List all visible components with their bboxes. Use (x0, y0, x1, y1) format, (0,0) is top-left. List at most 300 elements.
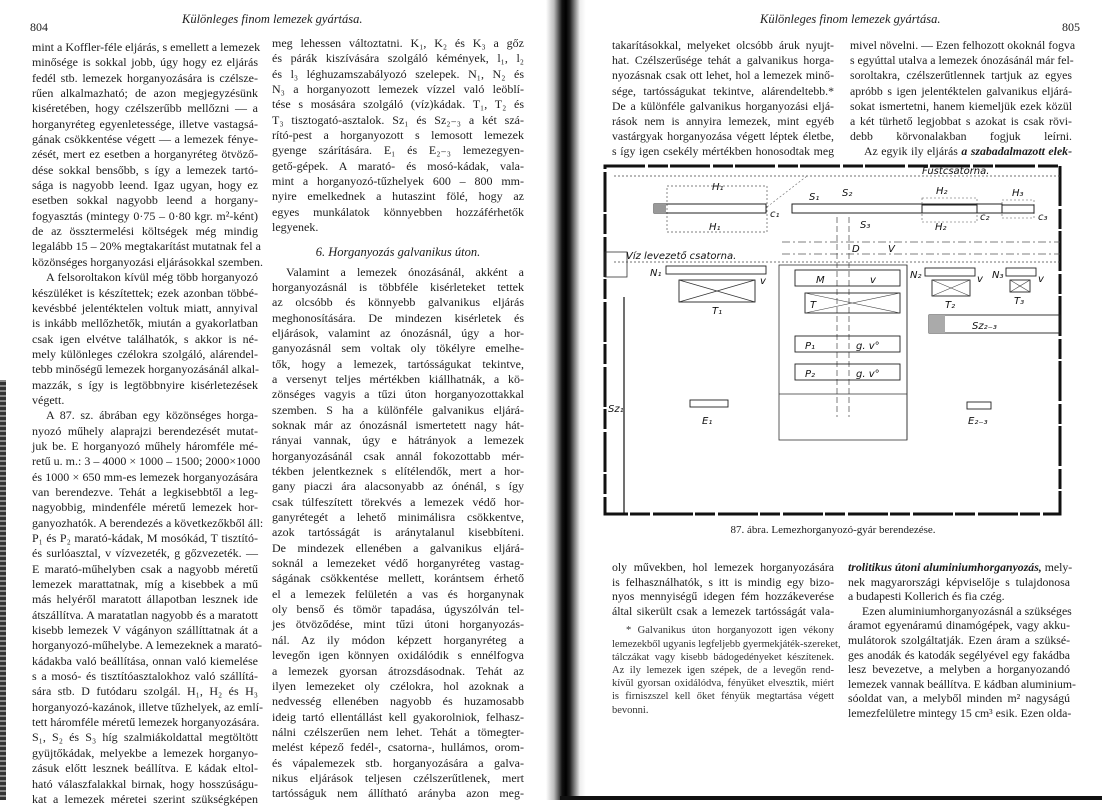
text-line (848, 633, 1070, 648)
line-text: nyire emelkednek a hutaszint fölé, hogy az (272, 189, 524, 204)
label-T: T (810, 300, 817, 311)
text-line (32, 316, 258, 331)
text-line (272, 556, 524, 571)
text-line (32, 746, 258, 761)
text-line (272, 341, 524, 356)
line-text: szemben. S ha a különféle galvanikus eljárá- (272, 402, 524, 417)
text-line (32, 117, 258, 132)
line-text: melést képező fedél-, csatorna-, hullámos, orom- (272, 740, 524, 755)
text-line (272, 495, 524, 510)
line-text: De a különféle galvanikus horganyozási eljá- (612, 98, 834, 113)
text-line (612, 99, 834, 114)
label-S2-left: S₂ (842, 188, 853, 199)
line-text: tése s mosására szolgáló (víz)kádak. T₁, T₂ és (272, 97, 524, 112)
line-text: nikus eljárások teljesen czélszerűtlenek, mert (272, 770, 524, 785)
line-text: kat a lemezek méretei szerint szükségképen (32, 791, 258, 806)
text-line (612, 704, 834, 717)
line-text: P₁ és P₂ marató-kádak, M mosókád, T tisztító- (32, 531, 258, 545)
line-text: gető-gépek. A marató- és mosó-kádak, vala- (272, 158, 524, 173)
text-line (32, 71, 258, 86)
text-line (32, 393, 258, 408)
line-text: rűen alkalmazható; de azon megjegyzésünk (32, 86, 258, 101)
label-Sz23: Sz₂₋₃ (972, 321, 997, 332)
text-line (32, 715, 258, 730)
label-E23: E₂₋₃ (968, 416, 988, 427)
line-text: tálczákat vagy kisebb bádogedényeket készítenek. (612, 651, 834, 663)
text-line (32, 408, 258, 423)
text-line (272, 725, 524, 740)
text-line (272, 97, 524, 112)
line-text: de az össztermelési költségek még mindig (32, 224, 258, 239)
line-text: nyos mennyiségű idegen fém hozzákeverése (612, 589, 834, 604)
text-line (32, 669, 258, 684)
text-line (272, 113, 524, 128)
line-text: retű u. m.: 3 – 4000 × 1000 – 1500; 2000×1000 (32, 454, 261, 469)
line-text: áramot egyenáramú dinamógépek, vagy akku- (848, 618, 1070, 633)
text-line (32, 347, 258, 362)
text-line (272, 128, 524, 143)
line-text: debb körvonalakban fogjuk leírni. (850, 129, 1072, 144)
text-line (32, 193, 258, 208)
text-line (32, 654, 258, 669)
text-line (272, 357, 524, 372)
line-text: ható válaszfalakkal birnak, hogy hosszúságu- (32, 776, 258, 791)
text-line (272, 571, 524, 586)
line-text: T₃ tisztogató-asztalok. Sz₁ és Sz₂₋₃ a két szá- (272, 112, 524, 127)
text-line (32, 592, 258, 607)
line-text: horganyozó-kazánok, illetve tűzhelyek, az emlí- (32, 699, 264, 714)
text-line (32, 638, 263, 653)
text-line (272, 403, 524, 418)
line-text: van berendezve. Tehát a legkisebbtől a leg- (32, 484, 258, 499)
figure-caption: 87. ábra. Lemezhorganyozó-gyár berendezése. (730, 524, 936, 536)
page-edge (0, 380, 6, 800)
figure-87-floor-plan (602, 162, 1064, 519)
line-text: s egyúttal utalva a lemezek ónozásánál már fel- (850, 53, 1074, 68)
line-text: zését, mert ez esetben a horganyréteg ötvöző- (32, 147, 258, 162)
line-text: zönséges vagyis a tűzi úton horganyozottakkal (272, 387, 524, 402)
text-line (272, 648, 524, 663)
text-line (272, 617, 524, 632)
line-text: egyes munkálatok könnyebben hozzáférhetők (272, 204, 524, 219)
text-line (272, 311, 524, 326)
text-line (32, 163, 258, 178)
bold-italic-phrase: trolitikus útoni aluminiumhorganyozás, (848, 560, 1042, 574)
line-text: sége, tartósságukat tekintve, alárendeltebb.* (612, 83, 834, 98)
line-text: a két türhető legjobbat s azokat is csak rövi- (850, 114, 1072, 129)
text-line (32, 500, 258, 515)
line-text: el a lemezek felületén a vas és horganynak (272, 586, 524, 601)
label-gv-1: g. v° (856, 341, 880, 352)
line-text: meg lehessen változtatni. K₁, K₂ és K₃ a gőz (272, 36, 524, 50)
text-line (272, 587, 524, 602)
line-text: legalább 15 – 20% megtakarítást mutatnak fel a (32, 239, 261, 254)
line-text: gany piaczi ára alacsonyabb az ónénál, s így (272, 479, 524, 494)
line-text: vastárgyak horganyozása végett léptek életbe, (612, 129, 834, 144)
label-flue: Füstcsatorna. (922, 166, 990, 177)
text-line (272, 679, 524, 694)
text-line (848, 618, 1070, 633)
text-line (848, 706, 1070, 721)
line-text: a budapesti Kollerich és fia czég. (848, 589, 1005, 604)
line-text: ganyozhatók. A berendezés a következőkből áll: (32, 515, 264, 530)
label-gv-2: g. v° (856, 369, 880, 380)
text-line (32, 101, 258, 116)
text-line (272, 205, 524, 220)
text-line (272, 372, 524, 387)
text-line (850, 99, 1072, 114)
line-text: mint a horganyozó-tűzhelyek 600 – 800 mm- (272, 174, 524, 189)
line-text: jes ötvöződése, mint tűzi útoni horganyozás- (272, 617, 524, 632)
text-line (612, 589, 834, 604)
line-text: az olcsóbb és könnyebb galvanikus eljárás (272, 295, 524, 310)
line-text: sára stb. D futódaru szolgál. H₁, H₂ és H₃ (32, 684, 258, 699)
line-text: kisebb lemezek V vágányon szállíttatnak át a (32, 623, 258, 638)
line-text: s a mosó- és tisztítóasztalokhoz való szállítá- (32, 669, 258, 684)
text-line (612, 651, 834, 664)
line-text-rest: mely- (1041, 560, 1073, 574)
text-line (272, 36, 524, 51)
text-line (612, 604, 834, 619)
line-text: gyüjtőkádak, melyekbe a lemezek horganyo- (32, 745, 258, 760)
line-text: Valamint a lemezek ónozásánál, akként a (286, 264, 524, 279)
line-text: A felsoroltakon kívül még több horganyozó (46, 270, 258, 285)
text-line (272, 189, 524, 204)
text-line (612, 38, 834, 53)
text-line (850, 68, 1072, 83)
label-v-2: v (870, 275, 876, 286)
line-text: gának csökkentése végett — a lemezek fénye- (32, 132, 258, 147)
text-line (272, 694, 524, 709)
line-text: ganyrétegét a lehető minimálisra csökkentve, (272, 510, 524, 525)
line-text: * Galvanikus úton horganyozott igen vékony (626, 625, 834, 637)
line-text: horganyozásánál csak annál fokozottabb mér- (272, 448, 524, 463)
line-text: horganyozásnál is többféle kisérleteket tettek (272, 279, 524, 294)
text-line (272, 387, 524, 402)
text-line (612, 84, 834, 99)
text-line (612, 664, 834, 677)
text-line (32, 147, 258, 162)
line-text: tékben jelentkeznek s elítélendők, mert a hor- (272, 464, 524, 479)
label-V: V (888, 244, 895, 255)
text-line (32, 132, 258, 147)
text-line (32, 362, 258, 377)
text-line (612, 624, 834, 637)
text-line (32, 608, 258, 623)
text-line (850, 144, 1072, 159)
page-number-right: 805 (1062, 20, 1080, 34)
text-line (32, 531, 258, 546)
line-text: és vápalemezek stb. horganyozására a galva- (272, 755, 524, 770)
text-line (32, 577, 258, 592)
text-line (32, 86, 258, 101)
text-line (32, 454, 261, 469)
label-H1-bottom: H₁ (709, 222, 721, 233)
label-v-4: v (1038, 274, 1044, 285)
line-text: és párák kiszívására szolgáló kémények, l₁, l₂ (272, 51, 524, 66)
label-water-channel: Víz levezető csatorna. (626, 251, 737, 262)
line-text: nyozó műhely alaprajzi berendezését mutat- (32, 423, 258, 438)
text-line (272, 510, 524, 525)
text-line (848, 560, 1073, 575)
text-line (32, 470, 258, 485)
right-page-top-column-2 (850, 38, 1076, 160)
line-text: soknak már az ónozásnál ismertetett nagy hát- (272, 418, 524, 432)
text-line (272, 525, 524, 540)
line-text: bevonni. (612, 704, 649, 716)
text-line (272, 174, 524, 189)
line-text: minősége is sokkal jobb, úgy hogy ez eljárás (32, 55, 258, 70)
label-E1: E₁ (702, 416, 713, 427)
line-text: nál. Az ily módon képzett horganyréteg a (272, 632, 524, 647)
text-line (272, 295, 524, 310)
text-line (272, 265, 524, 280)
text-line (272, 280, 524, 295)
text-line (32, 239, 261, 254)
text-line (32, 224, 258, 239)
line-text: sága is nagyobb leend. Igaz ugyan, hogy ez (32, 178, 258, 193)
left-page-column-1 (32, 40, 264, 807)
line-text: legyenek. (272, 220, 319, 235)
text-line (848, 691, 1070, 706)
text-line (32, 301, 258, 316)
text-line (612, 638, 841, 651)
line-text: De mindezek ellenében a galvanikus eljárá- (272, 540, 524, 555)
line-text: oly benső és tömör tapadása, úgyszólván tel- (272, 602, 524, 617)
line-text: sóoldat van, a melyből minden m² nagyságú (848, 691, 1070, 706)
line-text: lemezfelületre mintegy 15 cm³ esik. Ezen olda- (848, 705, 1072, 720)
line-text: nek magyarországi képviselője s tulajdonosa (848, 574, 1070, 589)
text-line (32, 792, 258, 807)
text-line (272, 479, 524, 494)
line-text: s így igen csekély mértékben honosodtak meg (612, 144, 834, 159)
line-text: a versenyt teljes mértékben kiállhatnák, a kö- (272, 371, 524, 386)
text-line (612, 53, 834, 68)
text-line (32, 562, 258, 577)
text-line (612, 575, 834, 590)
running-head-right: Különleges finom lemezek gyártása. (760, 12, 941, 26)
text-line (272, 433, 524, 448)
line-text: hat. Czélszerűsége tehát a galvanikus horga- (612, 53, 834, 68)
text-line (32, 55, 258, 70)
text-line (32, 178, 258, 193)
text-line (272, 664, 524, 679)
footnote (612, 624, 841, 716)
text-line (272, 710, 524, 725)
line-text: készüléket is készítettek; ezek azonban többé- (32, 285, 258, 300)
line-text: levegőn igen könnyen oxidálódik s ennélfogva (272, 648, 524, 663)
text-line (32, 623, 258, 638)
line-text: soknál a lemezeket védő horganyréteg vastag- (272, 556, 524, 571)
right-page-bottom-column-2 (848, 560, 1076, 721)
line-text: mulátorok szolgáltatják. Ezen áram a szüksé- (848, 632, 1070, 647)
label-P2: P₂ (805, 369, 816, 380)
line-text: tett háromféle méretű lemezek horganyozására. (32, 715, 260, 730)
text-line (272, 82, 524, 97)
section-title: 6. Horganyozás galvanikus úton. (315, 245, 481, 260)
label-c1: c₁ (770, 209, 780, 220)
line-text: N₃ a horganyozott lemezek vízzel való leöblí- (272, 82, 524, 97)
line-text: nedvesség ellenében nagyobb és huzamosabb (272, 694, 524, 709)
line-text: által sikerült csak a lemezek tartósságát vala- (612, 603, 834, 618)
text-line (850, 38, 1076, 53)
line-text: takarításokkal, melyeket olcsóbb áruk nyujt- (612, 38, 834, 52)
floor-plan-drawing (602, 162, 1064, 519)
running-head-left: Különleges finom lemezek gyártása. (182, 12, 363, 26)
line-text: esetben sokkal nagyobb leend a horgany- (32, 193, 258, 208)
line-text: horganyozó-műhelybe. A lemezeknek a marató- (32, 638, 263, 653)
line-text: azok tartósságát is aránytalanul kisebbíteni. (272, 525, 524, 540)
text-line (850, 53, 1072, 68)
line-text: fogyasztás (mintegy 0·75 – 0·80 kgr. m²-ként) (32, 208, 258, 223)
text-line (272, 786, 524, 801)
line-text: mint a Koffler-féle eljárás, s emellett a lemezek (32, 40, 261, 54)
left-page-column-2 (272, 36, 524, 802)
label-H2-bottom: H₂ (935, 222, 947, 233)
label-S3: S₃ (860, 220, 871, 231)
line-text: és 1000 × 650 mm-es lemezek horganyozására (32, 469, 258, 484)
line-text: kívül gyorsan oxidálódva, fényüket elvesztik, miért (612, 678, 834, 690)
text-line (272, 67, 524, 82)
book-gutter (546, 0, 586, 800)
line-text: dése sokkal bensőbb, s így a lemezek tartó- (32, 162, 258, 177)
text-line (612, 68, 834, 83)
line-text: fedél stb. lemezek horganyozására is czélsze- (32, 70, 258, 85)
text-line (272, 220, 524, 235)
text-line (272, 756, 524, 771)
line-text: gyenge szárítására. E₁ és E₂₋₃ lemezegyen- (272, 143, 524, 158)
line-text: nálni czélszerűen nem lehet. Tehát a tömegter- (272, 724, 524, 739)
text-line (272, 464, 524, 479)
line-text: apróbb s igen jelentéktelen galvanikus eljárá- (850, 83, 1072, 98)
text-line (272, 326, 524, 341)
line-text: ganyozásnál sem voltak oly tökélyre emelhe- (272, 341, 524, 356)
right-page-top-column-1 (612, 38, 834, 160)
line-text: kádakba való beállítása, onnan való kiemelése (32, 653, 258, 668)
line-text: Az egyik ily eljárás (864, 144, 962, 159)
text-line (848, 604, 1070, 619)
label-T1: T₁ (712, 306, 723, 317)
text-line (272, 602, 524, 617)
line-text: eljárások, valamint az ónozásnál, úgy a hor- (272, 325, 524, 340)
text-line (32, 515, 264, 531)
text-line (32, 777, 258, 792)
line-text: ilyen lemezeket oly czélokra, hol azoknak a (272, 678, 524, 693)
label-H3: H₃ (1012, 188, 1024, 199)
text-line (612, 114, 834, 129)
line-text: és surlóasztal, v vízvezeték, g gőzvezeték. — (32, 546, 258, 561)
line-text: oly művekben, hol lemezek horganyozására (612, 560, 834, 574)
line-text: E marató-műhelyben csak a nagyobb méretű (32, 561, 258, 576)
line-text: Ezen aluminiumhorganyozásnál a szükséges (862, 603, 1072, 618)
text-line (848, 589, 1070, 604)
line-text: A 87. sz. ábrában egy közönséges horga- (46, 408, 258, 423)
text-line (32, 254, 264, 270)
line-text: más helyéről maratott állapotban lesznek ide (32, 592, 258, 607)
text-line (32, 332, 258, 347)
label-T3: T₃ (1014, 296, 1025, 307)
text-line (32, 424, 258, 439)
label-H1-top: H₁ (712, 182, 724, 193)
label-c3: c₃ (1038, 212, 1048, 223)
line-text: rító-pest a horganyozott s lemosott lemezek (272, 128, 524, 143)
line-text: a lemezek gyorsan átrozsdásodnak. Tehát az (272, 663, 524, 678)
text-line (848, 662, 1070, 677)
text-line (32, 286, 258, 301)
line-text: ságának csökkentése mellett, korántsem érhető (272, 571, 524, 586)
line-text: kiséretében, hogy czélszerűbb mellőzni — a (32, 101, 258, 116)
label-v-1: v (760, 276, 766, 287)
line-text: tartósságuk nem állítható arányba azon meg- (272, 786, 524, 801)
label-N1: N₁ (650, 268, 662, 279)
line-text: közönséges horganyozási eljárásokkal szemben. (32, 254, 264, 269)
text-line (612, 690, 834, 703)
line-text: lemezek marattatnak, míg a kisebbek a mű (32, 577, 258, 592)
text-line (272, 143, 524, 158)
label-H2-top: H₂ (936, 186, 948, 197)
text-line (32, 730, 258, 745)
label-M: M (816, 275, 825, 286)
text-line (272, 541, 524, 556)
text-line (848, 648, 1070, 663)
line-text: kevésbbé jelentéktelen voltuk miatt, annyival (32, 300, 258, 315)
line-text: is felhasználhatók, s itt is mindig egy bizo- (612, 574, 834, 589)
text-line (850, 114, 1072, 129)
text-line (32, 761, 258, 776)
line-text: tebb minőségű lemezek horganyozásánál alkal- (32, 362, 260, 377)
line-text: csak túlfeszített törekvés a lemezek védő hor- (272, 494, 524, 509)
label-T2: T₂ (945, 300, 956, 311)
text-line (32, 40, 261, 55)
line-text: csak igen elvétve találhatók, s akkor is né- (32, 331, 258, 346)
text-line (272, 771, 524, 786)
line-text: nagyobbig, mindenféle méretű lemezek hor- (32, 500, 258, 515)
text-line (32, 485, 258, 500)
line-text: S₁, S₂ és S₃ híg szalmiákoldattal megtöltött (32, 730, 258, 745)
text-line (272, 51, 524, 66)
line-text: átszállítva. A maratatlan nagyobb és a maratott (32, 607, 258, 622)
bold-italic-phrase: a szabadalmazott elek- (961, 144, 1073, 159)
text-line (850, 84, 1072, 99)
label-N3: N₃ (992, 270, 1004, 281)
line-text: rányai vannak, úgy e hátrányok a lemezek (272, 433, 524, 448)
text-line (32, 209, 258, 224)
text-line (32, 684, 258, 699)
line-text: zásuk előtt lesznek beállítva. E kádak eltol- (32, 761, 258, 776)
line-text: mazzák, s így is legtöbbnyire kisérletezések (32, 377, 258, 392)
line-text: végett. (32, 392, 65, 407)
line-text: mivel növelni. — Ezen felhozott okoknál fogva (850, 38, 1076, 52)
line-text: soroltakra, czélszerűtlennek tartjuk az egyes (850, 68, 1072, 83)
text-line (32, 546, 258, 561)
text-line (612, 677, 834, 690)
line-text: rások nem is annyira lemezek, mint egyéb (612, 114, 834, 129)
text-line (850, 129, 1072, 144)
line-text: mely különleges czélokra szolgáló, alárendel- (32, 346, 258, 361)
text-line (272, 449, 524, 464)
label-v-3: v (977, 274, 983, 285)
line-text: lesz bevezetve, a melyben a horganyozandó (848, 662, 1070, 677)
line-text: ges anodák és katodák segélyével egy fakádba (848, 647, 1070, 662)
line-text: is inkább mellőzhetők, miután a gyakorlatban (32, 316, 258, 331)
text-line (272, 633, 524, 648)
text-line (612, 129, 834, 144)
text-line (32, 699, 264, 715)
right-page-bottom-column-1 (612, 560, 841, 717)
text-line (848, 575, 1070, 590)
label-P1: P₁ (805, 341, 816, 352)
label-S1: S₁ (809, 192, 820, 203)
